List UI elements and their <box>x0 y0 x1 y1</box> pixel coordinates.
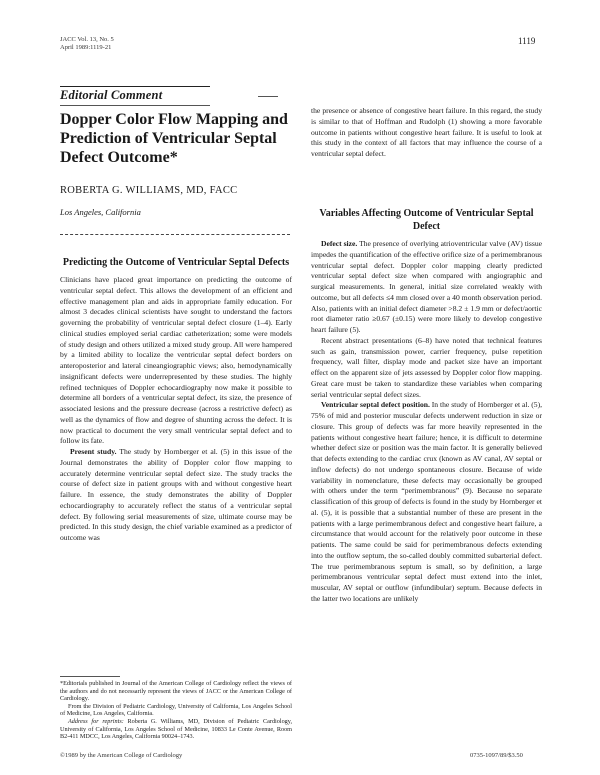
defect-position-runin: Ventricular septal defect position. <box>321 400 430 410</box>
footnote-rule <box>60 676 120 677</box>
footnote-affiliation: From the Division of Pediatric Cardiology, University of California, Los Angeles School of Medicine, Los Angeles, California. <box>60 702 292 718</box>
left-paragraph-2 <box>60 447 292 544</box>
right-column-intro <box>311 106 542 160</box>
footnotes <box>60 680 292 741</box>
reprints-address: Roberta G. Williams, MD, Division of Pediatric Cardiology, University of California, Los Angeles School of Medicine, 10833 Le Conte Avenue, Room B2-411 MDCC, Los Angeles, California 90024–1743. <box>60 717 292 741</box>
right-paragraph-technical: Recent abstract presentations (6–8) have noted that technical features such as gain, transmission power, carrier frequency, pulse repetition frequency, wall filter, display mode and packet size have an important effect on the apparent size of jets assessed by Doppler color flow mapping. Great care must be taken to standardize these variables when comparing serial ventricular septal defect sizes. <box>311 335 542 399</box>
section-rule-top <box>60 86 210 87</box>
copyright-notice: ©1989 by the American College of Cardiology <box>60 752 183 759</box>
section-rule-bottom <box>60 105 210 106</box>
right-paragraph-1-text: The presence of overlying atrioventricular valve (AV) tissue impedes the quantification of the effective orifice size of a perimembranous ventricular septal defect. Doppler color mapping clearly predicted ventricular septal defect size when compared with angiographic and surgical measurements. In general, initial size correlated weakly with outcome, but all defects ≤4 mm closed over a 40 month observation period. Also, patients with an initial defect diameter >8.2 ± 1.9 mm or defect/aortic root diameter ratio ≥0.67 (±0.15) were more likely to develop congestive heart failure (5). <box>311 239 542 334</box>
author-divider <box>60 234 290 235</box>
journal-volume: JACC Vol. 13, No. 5 <box>60 36 114 43</box>
defect-size-runin: Defect size. <box>321 239 358 248</box>
article-title: Dopper Color Flow Mapping and Prediction of Ventricular Septal Defect Outcome* <box>60 111 288 166</box>
journal-date-pages: April 1989:1119-21 <box>60 44 112 51</box>
present-study-runin: Present study. <box>70 447 117 456</box>
left-section-heading: Predicting the Outcome of Ventricular Septal Defects <box>62 257 290 268</box>
section-rule-mark <box>258 96 278 97</box>
footnote-disclaimer: *Editorials published in Journal of the American College of Cardiology reflect the views of the authors and do not necessarily represent the views of JACC or the American College of Cardiology. <box>60 680 292 703</box>
author-name: ROBERTA G. WILLIAMS, MD, FACC <box>60 185 238 196</box>
journal-citation <box>60 36 114 52</box>
right-section-heading: Variables Affecting Outcome of Ventricular Septal Defect <box>319 208 534 232</box>
article-code: 0735-1097/89/$3.50 <box>470 752 523 759</box>
author-location: Los Angeles, California <box>60 207 141 217</box>
right-paragraph-position <box>311 400 542 604</box>
left-paragraph-1: Clinicians have placed great importance on predicting the outcome of ventricular septal defect. This allows the development of an efficient and effective management plan and aids in appropriate family education. For almost 3 decades clinical scientists have sought to understand the factors governing the probability of ventricular septal defect closure (1–4). Early clinical studies employed serial cardiac catheterization; some were models of study design and others utilized a mixed study group. All were hampered by a limited ability to localize the ventricular septal defect borders on anteroposterior and lateral cineangiographic views; also, hemodynamically insignificant defects were underrepresented by these studies. The highly refined techniques of Doppler echocardiography now make it possible to determine all borders of a ventricular septal defect, its size, the presence of associated lesions and the pressure decrease (across a restrictive defect) as well as the dynamics of flow and degree of shunting across the defect. It is now practical to document the very small ventricular septal defect and to follow its fate. <box>60 275 292 446</box>
right-column <box>311 207 542 605</box>
right-intro-paragraph: the presence or absence of congestive heart failure. In this regard, the study is similar to that of Hoffman and Rudolph (1) showing a more favorable outcome in patients without congestive heart failure. It is useful to look at this study in the context of all factors that may influence the course of a ventricular septal defect. <box>311 106 542 158</box>
right-paragraph-3-text: In the study of Hornberger et al. (5), 75% of mid and posterior muscular defects underwent reduction in size or closure. This group of defects was far more heavily represented in the patients without congestive heart failure; hence, it is difficult to determine whether defect size or position was the main factor. It is generally believed that defects extending to the cardiac crux (known as AV canal, AV septal or inflow defects) do not undergo spontaneous closure. Because of wide variability in nomenclature, these defects may occasionally be grouped with others under the term “perimembranous” (9). Because no separate classification of this group of defects is found in the study by Hornberger et al. (5), it is possible that a substantial number of these are present in the patients with a large perimembranous defect and congestive heart failure, a circumstance that would account for the relatively poor outcome in these patients. The same could be said for perimembranous defects extending into the outflow septum, the so-called doubly committed subarterial defect. The true perimembranous septum is small, so by definition, a large perimembranous ventricular septal defect must extend into the inlet, muscular, AV septal or outflow (infundibular) septum. Because defects in the latter two locations are unlikely <box>311 400 542 603</box>
footnote-reprints <box>60 718 292 741</box>
right-paragraph-defect-size <box>311 239 542 336</box>
section-label: Editorial Comment <box>60 88 163 102</box>
page-number: 1119 <box>518 36 536 46</box>
left-column <box>60 256 292 544</box>
left-paragraph-2-text: The study by Hornberger et al. (5) in this issue of the Journal demonstrates the ability of Doppler color flow mapping to accurately determine ventricular septal defect size. The study tracks the course of defect size in patient groups with and without congestive heart failure. In essence, the study demonstrates the ability of Doppler echocardiography to accurately reflect the status of a ventricular septal defect. By following serial measurements of size, ultimate course may be predicted. In this study design, the chief variable examined as a predictor of outcome was <box>60 447 292 542</box>
reprints-label: Address for reprints: <box>68 717 124 725</box>
